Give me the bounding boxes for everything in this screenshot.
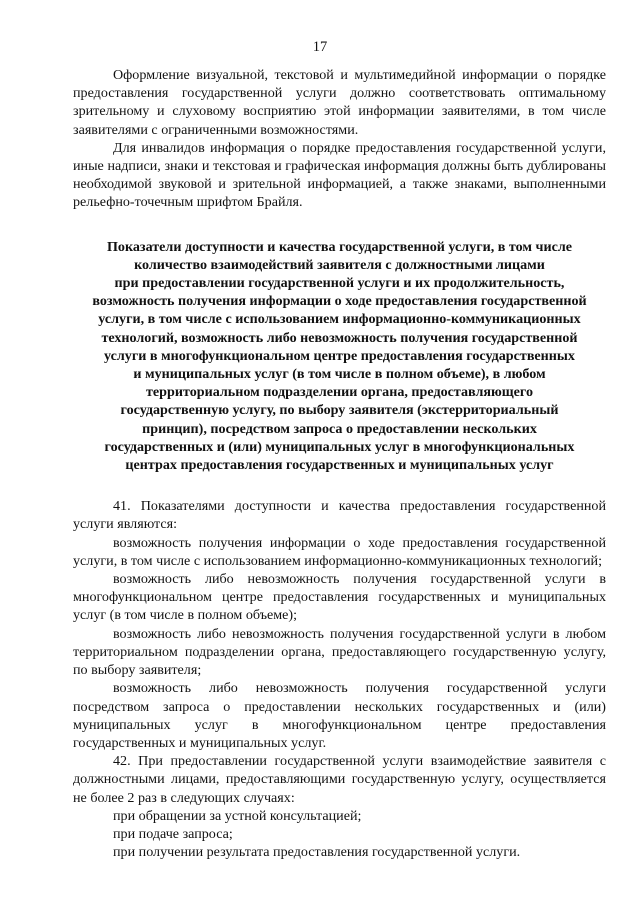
heading-line: территориальном подразделении органа, предоставляющего (145, 384, 533, 401)
paragraph-disabled-info: Для инвалидов информация о порядке предоставления государственной услуги, иные надписи, знаки и текстовая и графическая информация должны быть дублированы необходимой звуковой и зрительной информацией, а также знаками, выполненными рельефно-точечным шрифтом Брайля. (73, 139, 606, 211)
list-item: при обращении за устной консультацией; (113, 807, 362, 824)
heading-line: и муниципальных услуг (в том числе в полном объеме), в любом (133, 366, 546, 383)
document-body (73, 66, 606, 861)
list-item: возможность либо невозможность получения государственной услуги в любом территориальном подразделении органа, предоставляющего государственную услугу, по выбору заявителя; (73, 625, 606, 679)
heading-line: технологий, возможность либо невозможность получения государственной (101, 329, 578, 346)
heading-line: государственную услугу, по выбору заявителя (экстерриториальный (120, 402, 559, 419)
paragraph-item-42: 42. При предоставлении государственной услуги взаимодействие заявителя с должностными лицами, предоставляющими государственную услугу, осуществляется не более 2 раз в следующих случаях: (73, 753, 606, 806)
list-item: возможность получения информации о ходе предоставления государственной услуги, в том числе с использованием информационно-коммуникационных технологий; (73, 534, 606, 569)
paragraph-item-41: 41. Показателями доступности и качества предоставления государственной услуги являются: (73, 498, 606, 533)
list-item: при получении результата предоставления государственной услуги. (113, 844, 521, 861)
page-number: 17 (312, 39, 328, 55)
list-item: возможность либо невозможность получения государственной услуги в многофункциональном центре предоставления государственных и муниципальных услуг (в том числе в полном объеме); (73, 571, 606, 624)
section-heading (73, 238, 606, 475)
list-item: при подаче запроса; (113, 825, 233, 842)
paragraph-visual-info: Оформление визуальной, текстовой и мультимедийной информации о порядке предоставления государственной услуги должно соответствовать оптимальному зрительному и слуховому восприятию этой информации заявителями, в том числе заявителями с ограниченными возможностями. (73, 67, 606, 138)
heading-line: услуги в многофункциональном центре предоставления государственных (104, 347, 575, 364)
heading-line: центрах предоставления государственных и муниципальных услуг (125, 457, 554, 474)
heading-line: принцип), посредством запроса о предоставлении нескольких (142, 420, 537, 437)
heading-line: государственных и (или) муниципальных услуг в многофункциональных (104, 438, 575, 455)
heading-line: при предоставлении государственной услуги и их продолжительность, (114, 275, 565, 292)
heading-line: количество взаимодействий заявителя с должностными лицами (134, 256, 545, 273)
heading-line: услуги, в том числе с использованием информационно-коммуникационных (98, 311, 581, 328)
heading-line: возможность получения информации о ходе предоставления государственной (92, 293, 587, 310)
list-item: возможность либо невозможность получения государственной услуги посредством запроса о предоставлении нескольких государственных и (или) муниципальных услуг в многофункциональном центре предоставления государственных и муниципальных услуг. (73, 680, 606, 751)
heading-line: Показатели доступности и качества государственной услуги, в том числе (106, 238, 573, 255)
